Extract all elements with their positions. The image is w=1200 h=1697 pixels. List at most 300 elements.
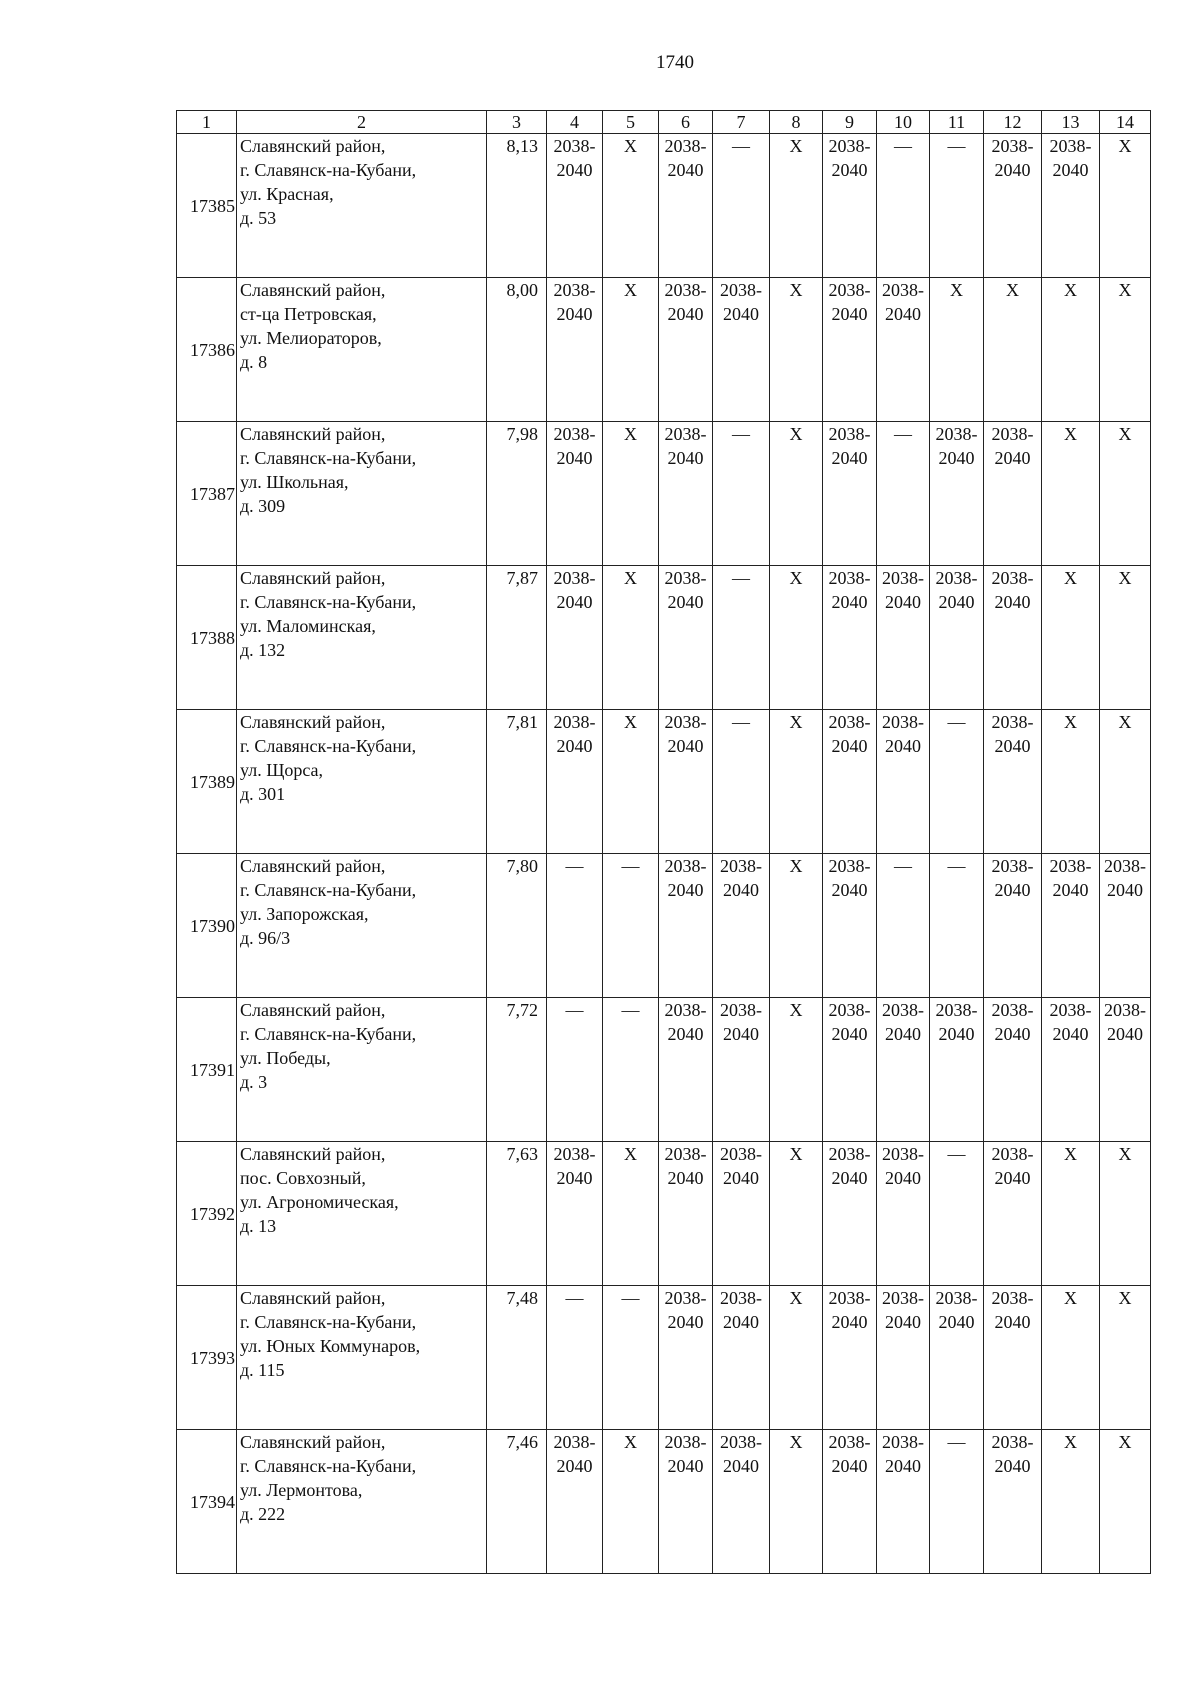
schedule-value: 2038- 2040	[828, 712, 871, 756]
schedule-cell	[1100, 134, 1151, 278]
address-line: ул. Агрономическая,	[240, 1192, 399, 1212]
schedule-value: 2038- 2040	[1049, 136, 1092, 180]
schedule-value: —	[947, 136, 966, 156]
table-header	[177, 111, 1151, 134]
schedule-value: Х	[789, 1288, 803, 1308]
address-line: г. Славянск-на-Кубани,	[240, 1024, 417, 1044]
row-number: 17390	[177, 854, 237, 998]
address-cell	[237, 710, 487, 854]
column-header: 8	[770, 111, 823, 134]
schedule-cell	[1100, 422, 1151, 566]
schedule-cell	[1100, 278, 1151, 422]
schedule-cell	[659, 1142, 713, 1286]
schedule-cell	[877, 1142, 930, 1286]
schedule-value: Х	[1118, 280, 1132, 300]
schedule-cell	[603, 278, 659, 422]
address-line: г. Славянск-на-Кубани,	[240, 160, 417, 180]
schedule-value: Х	[1064, 1432, 1077, 1452]
schedule-cell	[1100, 710, 1151, 854]
address-line: д. 132	[240, 640, 286, 660]
schedule-cell	[1042, 134, 1100, 278]
schedule-value: Х	[1064, 568, 1077, 588]
area-cell: 7,80	[487, 854, 547, 998]
schedule-value: Х	[624, 136, 637, 156]
schedule-value: 2038- 2040	[935, 1288, 978, 1332]
schedule-value: 2038- 2040	[720, 856, 762, 900]
schedule-value: 2038- 2040	[882, 280, 924, 324]
schedule-value: 2038- 2040	[935, 568, 978, 612]
schedule-cell	[713, 566, 770, 710]
schedule-cell	[603, 566, 659, 710]
schedule-cell	[930, 998, 984, 1142]
schedule-value: 2038- 2040	[553, 568, 596, 612]
address-line: д. 309	[240, 496, 286, 516]
row-number: 17394	[177, 1430, 237, 1574]
schedule-value: —	[565, 1000, 584, 1020]
schedule-value: 2038- 2040	[882, 1288, 924, 1332]
schedule-value: Х	[1064, 712, 1077, 732]
column-header: 3	[487, 111, 547, 134]
schedule-value: 2038- 2040	[553, 424, 596, 468]
schedule-cell	[984, 854, 1042, 998]
schedule-cell	[770, 1142, 823, 1286]
schedule-cell	[1042, 710, 1100, 854]
schedule-value: —	[947, 712, 966, 732]
address-line: Славянский район,	[240, 568, 386, 588]
schedule-cell	[713, 134, 770, 278]
schedule-cell	[1042, 1142, 1100, 1286]
schedule-cell	[1042, 1286, 1100, 1430]
table-row	[177, 1286, 1151, 1430]
schedule-cell	[823, 998, 877, 1142]
schedule-cell	[823, 1430, 877, 1574]
schedule-cell	[877, 1286, 930, 1430]
schedule-value: —	[894, 424, 912, 444]
schedule-value: Х	[950, 280, 963, 300]
schedule-cell	[823, 1286, 877, 1430]
schedule-value: —	[621, 1000, 640, 1020]
column-header: 7	[713, 111, 770, 134]
schedule-cell	[713, 1430, 770, 1574]
schedule-value: 2038- 2040	[991, 1432, 1034, 1476]
schedule-value: Х	[624, 568, 637, 588]
address-line: г. Славянск-на-Кубани,	[240, 736, 417, 756]
schedule-cell	[930, 134, 984, 278]
address-line: Славянский район,	[240, 1144, 386, 1164]
address-line: ул. Мелиораторов,	[240, 328, 382, 348]
schedule-cell	[984, 710, 1042, 854]
address-cell	[237, 998, 487, 1142]
schedule-cell	[930, 710, 984, 854]
row-number: 17393	[177, 1286, 237, 1430]
schedule-value: —	[947, 856, 966, 876]
address-cell	[237, 134, 487, 278]
schedule-cell	[713, 710, 770, 854]
schedule-value: 2038- 2040	[1104, 1000, 1146, 1044]
column-header: 12	[984, 111, 1042, 134]
schedule-cell	[930, 854, 984, 998]
schedule-cell	[547, 566, 603, 710]
schedule-value: Х	[1064, 424, 1077, 444]
schedule-value: Х	[1118, 424, 1132, 444]
address-line: ул. Красная,	[240, 184, 334, 204]
schedule-cell	[984, 566, 1042, 710]
schedule-value: —	[894, 136, 912, 156]
row-number: 17386	[177, 278, 237, 422]
schedule-cell	[659, 1430, 713, 1574]
schedule-value: 2038- 2040	[828, 280, 871, 324]
schedule-value: 2038- 2040	[553, 1144, 596, 1188]
address-line: пос. Совхозный,	[240, 1168, 366, 1188]
schedule-value: 2038- 2040	[828, 568, 871, 612]
table-row	[177, 854, 1151, 998]
schedule-cell	[603, 1286, 659, 1430]
schedule-cell	[1042, 422, 1100, 566]
schedule-cell	[823, 1142, 877, 1286]
schedule-cell	[713, 854, 770, 998]
schedule-cell	[984, 278, 1042, 422]
address-line: д. 8	[240, 352, 268, 372]
schedule-cell	[877, 422, 930, 566]
schedule-cell	[770, 1430, 823, 1574]
address-line: ст-ца Петровская,	[240, 304, 377, 324]
schedule-value: —	[947, 1432, 966, 1452]
schedule-cell	[1042, 566, 1100, 710]
address-line: д. 301	[240, 784, 286, 804]
schedule-value: 2038- 2040	[991, 136, 1034, 180]
schedule-value: Х	[1064, 1288, 1077, 1308]
schedule-cell	[984, 998, 1042, 1142]
column-header: 1	[177, 111, 237, 134]
schedule-value: 2038- 2040	[553, 136, 596, 180]
schedule-value: 2038- 2040	[828, 856, 871, 900]
schedule-value: Х	[1118, 1432, 1132, 1452]
column-header: 6	[659, 111, 713, 134]
schedule-cell	[877, 998, 930, 1142]
address-line: г. Славянск-на-Кубани,	[240, 448, 417, 468]
row-number: 17389	[177, 710, 237, 854]
schedule-cell	[823, 278, 877, 422]
schedule-cell	[1100, 1430, 1151, 1574]
column-header: 4	[547, 111, 603, 134]
column-header: 9	[823, 111, 877, 134]
schedule-cell	[930, 1430, 984, 1574]
schedule-value: 2038- 2040	[991, 1288, 1034, 1332]
schedule-value: Х	[789, 1432, 803, 1452]
schedule-value: —	[732, 136, 750, 156]
schedule-cell	[713, 1286, 770, 1430]
schedule-value: 2038- 2040	[720, 1000, 762, 1044]
address-cell	[237, 1430, 487, 1574]
schedule-value: 2038- 2040	[720, 280, 762, 324]
schedule-value: —	[621, 1288, 640, 1308]
address-line: г. Славянск-на-Кубани,	[240, 880, 417, 900]
schedule-cell	[603, 710, 659, 854]
schedule-value: 2038- 2040	[1104, 856, 1146, 900]
schedule-cell	[603, 134, 659, 278]
schedule-value: 2038- 2040	[882, 1144, 924, 1188]
schedule-cell	[603, 1430, 659, 1574]
schedule-cell	[713, 1142, 770, 1286]
schedule-cell	[659, 854, 713, 998]
schedule-value: Х	[624, 424, 637, 444]
schedule-cell	[823, 854, 877, 998]
schedule-value: 2038- 2040	[882, 1000, 924, 1044]
schedule-value: 2038- 2040	[882, 1432, 924, 1476]
schedule-value: Х	[1118, 712, 1132, 732]
area-cell: 7,87	[487, 566, 547, 710]
schedule-value: 2038- 2040	[720, 1144, 762, 1188]
schedule-cell	[1100, 854, 1151, 998]
address-line: Славянский район,	[240, 136, 386, 156]
schedule-cell	[659, 566, 713, 710]
address-line: ул. Лермонтова,	[240, 1480, 363, 1500]
schedule-cell	[877, 134, 930, 278]
address-line: ул. Юных Коммунаров,	[240, 1336, 421, 1356]
address-line: Славянский район,	[240, 712, 386, 732]
schedule-cell	[603, 422, 659, 566]
address-line: Славянский район,	[240, 856, 386, 876]
row-number: 17392	[177, 1142, 237, 1286]
schedule-value: 2038- 2040	[664, 424, 707, 468]
schedule-cell	[659, 710, 713, 854]
schedule-cell	[984, 1286, 1042, 1430]
schedule-value: —	[732, 424, 750, 444]
schedule-value: 2038- 2040	[1049, 856, 1092, 900]
address-cell	[237, 1142, 487, 1286]
address-line: Славянский район,	[240, 1432, 386, 1452]
area-cell: 7,81	[487, 710, 547, 854]
schedule-value: Х	[1006, 280, 1019, 300]
schedule-value: —	[621, 856, 640, 876]
register-table	[176, 110, 1151, 1574]
schedule-value: Х	[789, 424, 803, 444]
row-number: 17387	[177, 422, 237, 566]
address-line: д. 115	[240, 1360, 285, 1380]
address-line: Славянский район,	[240, 1288, 386, 1308]
schedule-cell	[603, 1142, 659, 1286]
schedule-value: 2038- 2040	[882, 568, 924, 612]
schedule-cell	[547, 1286, 603, 1430]
schedule-cell	[1042, 278, 1100, 422]
schedule-value: Х	[789, 1144, 803, 1164]
schedule-value: 2038- 2040	[664, 856, 707, 900]
schedule-cell	[547, 854, 603, 998]
schedule-cell	[930, 1142, 984, 1286]
header-row	[177, 111, 1151, 134]
schedule-cell	[877, 854, 930, 998]
schedule-value: —	[732, 712, 750, 732]
schedule-cell	[877, 278, 930, 422]
table-row	[177, 710, 1151, 854]
schedule-value: 2038- 2040	[828, 136, 871, 180]
schedule-cell	[770, 278, 823, 422]
schedule-cell	[930, 566, 984, 710]
address-line: д. 3	[240, 1072, 268, 1092]
table-row	[177, 422, 1151, 566]
schedule-cell	[659, 1286, 713, 1430]
schedule-cell	[1100, 1142, 1151, 1286]
schedule-cell	[930, 422, 984, 566]
schedule-cell	[770, 566, 823, 710]
schedule-cell	[659, 278, 713, 422]
address-line: д. 53	[240, 208, 277, 228]
address-line: д. 222	[240, 1504, 286, 1524]
area-cell: 7,98	[487, 422, 547, 566]
schedule-value: 2038- 2040	[664, 1000, 707, 1044]
address-line: ул. Запорожская,	[240, 904, 369, 924]
address-line: ул. Победы,	[240, 1048, 331, 1068]
schedule-value: —	[947, 1144, 966, 1164]
schedule-cell	[547, 1430, 603, 1574]
page-number: 1740	[656, 52, 694, 73]
schedule-value: 2038- 2040	[553, 1432, 596, 1476]
address-line: Славянский район,	[240, 280, 386, 300]
schedule-value: 2038- 2040	[553, 712, 596, 756]
schedule-value: 2038- 2040	[828, 1432, 871, 1476]
schedule-cell	[1042, 1430, 1100, 1574]
area-cell: 7,48	[487, 1286, 547, 1430]
schedule-value: —	[732, 568, 750, 588]
schedule-value: Х	[1064, 280, 1077, 300]
schedule-cell	[823, 134, 877, 278]
schedule-value: —	[565, 1288, 584, 1308]
address-cell	[237, 566, 487, 710]
schedule-value: 2038- 2040	[828, 424, 871, 468]
schedule-cell	[713, 278, 770, 422]
address-line: Славянский район,	[240, 1000, 386, 1020]
schedule-value: 2038- 2040	[1049, 1000, 1092, 1044]
schedule-cell	[770, 998, 823, 1142]
schedule-cell	[547, 134, 603, 278]
schedule-value: Х	[1118, 136, 1132, 156]
schedule-value: 2038- 2040	[828, 1288, 871, 1332]
schedule-cell	[877, 1430, 930, 1574]
address-cell	[237, 422, 487, 566]
area-cell: 7,46	[487, 1430, 547, 1574]
table-row	[177, 566, 1151, 710]
address-line: Славянский район,	[240, 424, 386, 444]
schedule-cell	[770, 854, 823, 998]
schedule-cell	[547, 710, 603, 854]
schedule-cell	[930, 278, 984, 422]
schedule-value: Х	[624, 1432, 637, 1452]
schedule-value: 2038- 2040	[664, 1432, 707, 1476]
address-cell	[237, 854, 487, 998]
column-header: 5	[603, 111, 659, 134]
table-body	[177, 134, 1151, 1574]
schedule-cell	[547, 278, 603, 422]
schedule-value: Х	[789, 136, 803, 156]
schedule-value: 2038- 2040	[664, 568, 707, 612]
schedule-cell	[770, 1286, 823, 1430]
schedule-value: 2038- 2040	[882, 712, 924, 756]
address-cell	[237, 1286, 487, 1430]
schedule-value: 2038- 2040	[991, 424, 1034, 468]
column-header: 10	[877, 111, 930, 134]
column-header: 2	[237, 111, 487, 134]
schedule-value: Х	[1118, 1288, 1132, 1308]
schedule-cell	[1100, 998, 1151, 1142]
schedule-value: Х	[789, 568, 803, 588]
schedule-value: 2038- 2040	[991, 856, 1034, 900]
schedule-cell	[659, 422, 713, 566]
schedule-value: 2038- 2040	[935, 424, 978, 468]
schedule-value: 2038- 2040	[664, 136, 707, 180]
schedule-value: Х	[624, 1144, 637, 1164]
schedule-cell	[823, 566, 877, 710]
schedule-cell	[1042, 854, 1100, 998]
schedule-cell	[659, 998, 713, 1142]
table-row	[177, 278, 1151, 422]
table-row	[177, 1430, 1151, 1574]
address-line: г. Славянск-на-Кубани,	[240, 592, 417, 612]
row-number: 17388	[177, 566, 237, 710]
schedule-value: 2038- 2040	[828, 1144, 871, 1188]
schedule-value: 2038- 2040	[720, 1432, 762, 1476]
schedule-cell	[659, 134, 713, 278]
schedule-cell	[823, 422, 877, 566]
schedule-cell	[930, 1286, 984, 1430]
table-row	[177, 998, 1151, 1142]
address-line: ул. Маломинская,	[240, 616, 376, 636]
column-header: 11	[930, 111, 984, 134]
schedule-cell	[823, 710, 877, 854]
address-cell	[237, 278, 487, 422]
schedule-cell	[713, 422, 770, 566]
table-row	[177, 134, 1151, 278]
schedule-cell	[603, 854, 659, 998]
address-line: ул. Щорса,	[240, 760, 324, 780]
schedule-cell	[547, 998, 603, 1142]
schedule-value: 2038- 2040	[935, 1000, 978, 1044]
schedule-value: Х	[1118, 1144, 1132, 1164]
schedule-cell	[770, 710, 823, 854]
schedule-value: —	[565, 856, 584, 876]
schedule-value: 2038- 2040	[991, 1144, 1034, 1188]
schedule-value: Х	[1064, 1144, 1077, 1164]
schedule-value: 2038- 2040	[553, 280, 596, 324]
schedule-value: 2038- 2040	[991, 712, 1034, 756]
schedule-cell	[770, 422, 823, 566]
schedule-value: 2038- 2040	[664, 1144, 707, 1188]
column-header: 13	[1042, 111, 1100, 134]
schedule-cell	[984, 1142, 1042, 1286]
address-line: г. Славянск-на-Кубани,	[240, 1312, 417, 1332]
schedule-cell	[603, 998, 659, 1142]
schedule-cell	[770, 134, 823, 278]
table-row	[177, 1142, 1151, 1286]
area-cell: 7,63	[487, 1142, 547, 1286]
schedule-value: Х	[1118, 568, 1132, 588]
schedule-value: 2038- 2040	[720, 1288, 762, 1332]
schedule-value: 2038- 2040	[991, 568, 1034, 612]
schedule-cell	[1100, 1286, 1151, 1430]
column-header: 14	[1100, 111, 1151, 134]
schedule-value: Х	[789, 856, 803, 876]
schedule-value: Х	[789, 1000, 803, 1020]
address-line: ул. Школьная,	[240, 472, 349, 492]
area-cell: 8,13	[487, 134, 547, 278]
area-cell: 8,00	[487, 278, 547, 422]
schedule-value: 2038- 2040	[664, 712, 707, 756]
schedule-cell	[877, 566, 930, 710]
schedule-value: 2038- 2040	[664, 1288, 707, 1332]
address-line: д. 13	[240, 1216, 277, 1236]
schedule-cell	[1042, 998, 1100, 1142]
address-line: г. Славянск-на-Кубани,	[240, 1456, 417, 1476]
schedule-cell	[984, 422, 1042, 566]
